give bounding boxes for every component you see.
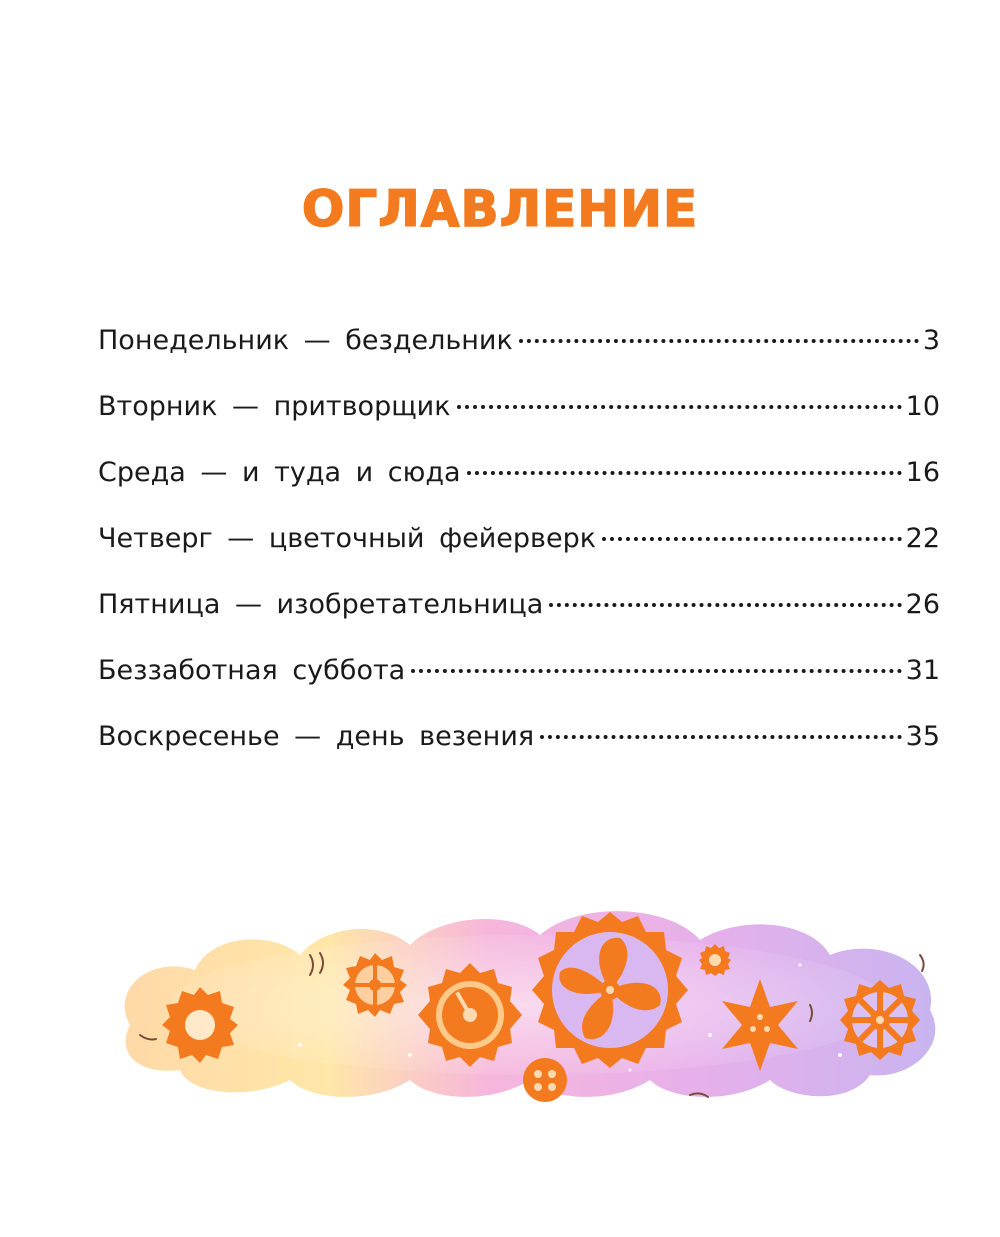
toc-entry-title: Воскресенье — день везения — [98, 721, 535, 752]
toc-entry-title: Пятница — изобретательница — [98, 589, 544, 620]
toc-entry-title: Понедельник — бездельник — [98, 325, 513, 356]
toc-entry-page: 22 — [905, 523, 940, 554]
toc-leader-dots — [411, 669, 901, 673]
wheel-icon — [523, 1058, 567, 1102]
toc-entry[interactable] — [98, 721, 940, 787]
toc-leader-dots — [467, 471, 902, 475]
toc-entry-title: Среда — и туда и сюда — [98, 457, 461, 488]
toc-entry[interactable] — [98, 457, 940, 523]
toc-leader-dots — [549, 603, 901, 607]
toc-entry-page: 10 — [905, 391, 940, 422]
toc-entry[interactable] — [98, 655, 940, 721]
toc-entry-page: 31 — [905, 655, 940, 686]
table-of-contents — [98, 325, 940, 787]
toc-entry-title: Беззаботная суббота — [98, 655, 406, 686]
toc-entry[interactable] — [98, 523, 940, 589]
toc-entry-page: 3 — [922, 325, 940, 356]
toc-entry-page: 16 — [905, 457, 940, 488]
toc-leader-dots — [519, 339, 919, 343]
page-title: ОГЛАВЛЕНИЕ — [301, 180, 699, 238]
toc-entry[interactable] — [98, 589, 940, 655]
toc-entry-title: Четверг — цветочный фейерверк — [98, 523, 597, 554]
toc-entry-title: Вторник — притворщик — [98, 391, 451, 422]
toc-leader-dots — [457, 405, 902, 409]
gears-cloud-illustration — [110, 895, 950, 1115]
toc-entry[interactable] — [98, 391, 940, 457]
toc-leader-dots — [602, 537, 902, 541]
toc-leader-dots — [540, 735, 902, 739]
toc-entry-page: 26 — [905, 589, 940, 620]
toc-entry[interactable] — [98, 325, 940, 391]
toc-entry-page: 35 — [905, 721, 940, 752]
